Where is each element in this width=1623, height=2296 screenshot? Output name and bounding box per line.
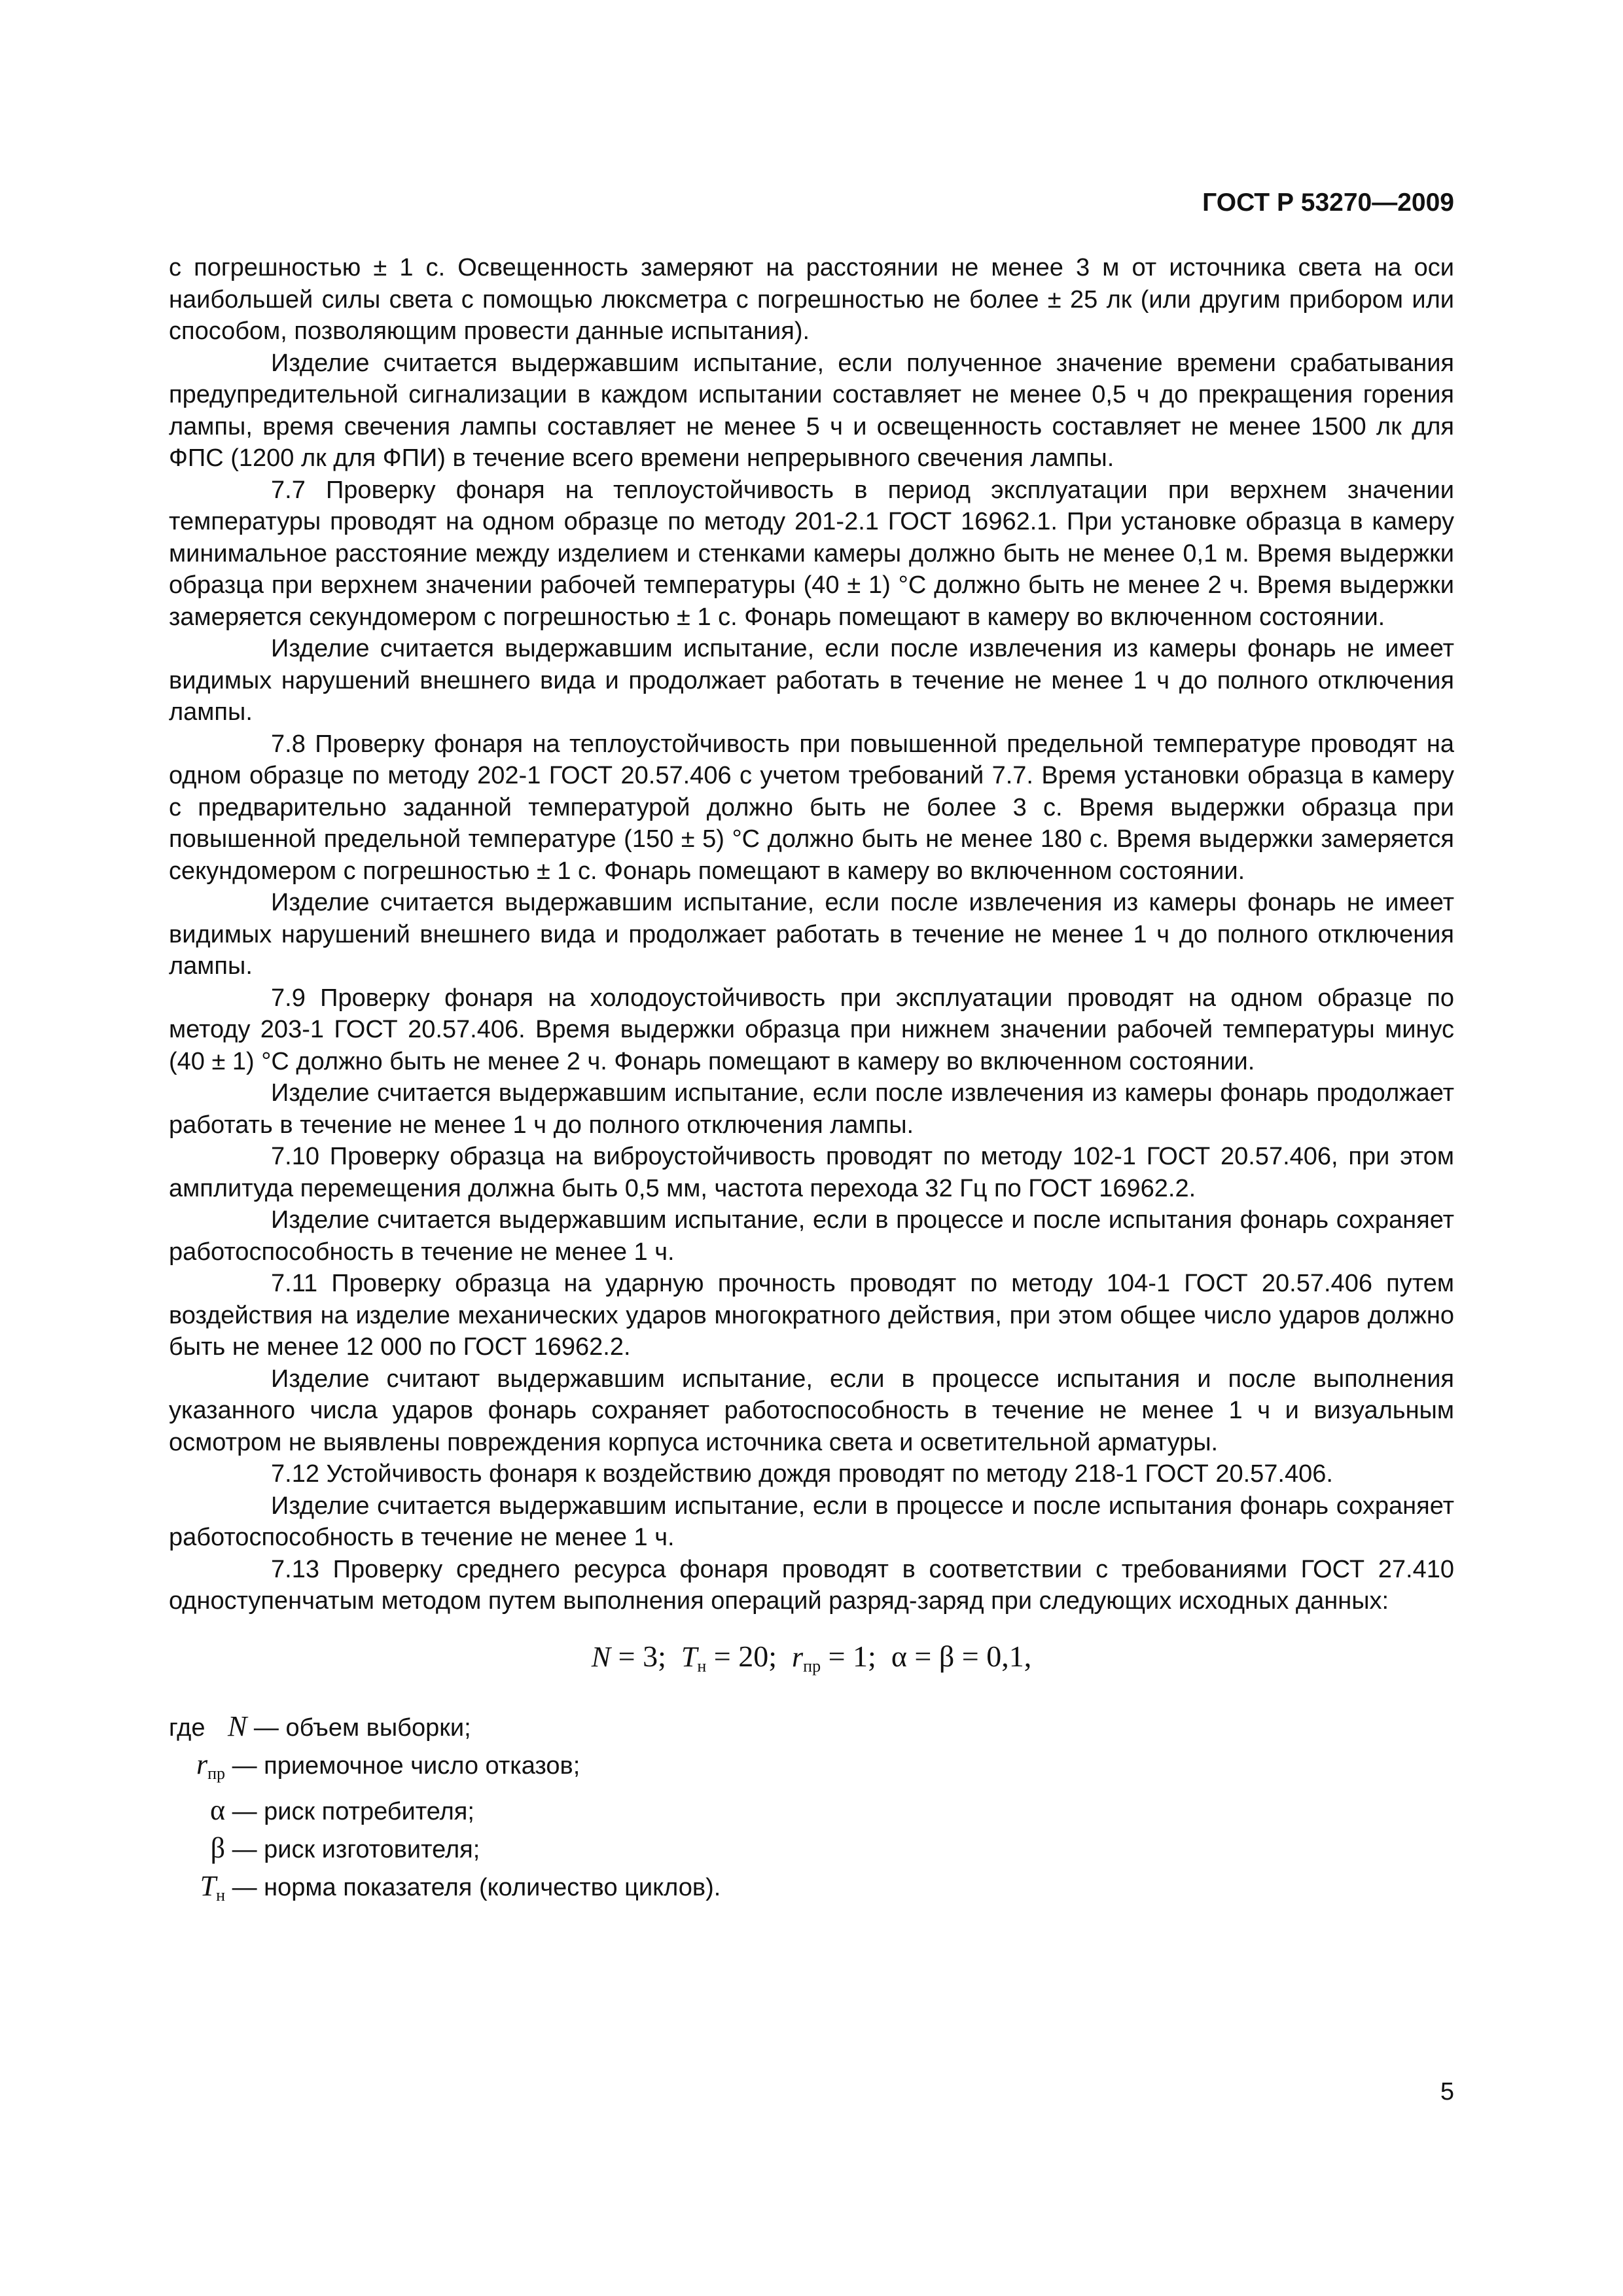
- legend-symbol-cell: [169, 1792, 225, 1830]
- legend-lead: где: [169, 1713, 205, 1742]
- paragraph: Изделие считается выдержавшим испытание, если после извлечения из камеры фонарь не имеет видимых нарушений внешнего вида и продолжает работать в течение не менее 1 ч до полного отключения лампы.: [169, 889, 1454, 980]
- legend-subscript: н: [216, 1885, 225, 1905]
- legend-symbol-cell: [169, 1830, 225, 1868]
- formula-t-symbol: T: [681, 1640, 698, 1673]
- legend-row: [169, 1708, 1454, 1746]
- formula-n-value: = 3;: [618, 1639, 666, 1673]
- legend-description: — объем выборки;: [253, 1713, 471, 1742]
- legend-row: [169, 1792, 1454, 1830]
- symbol-legend: [169, 1708, 1454, 1914]
- paragraph: Изделие считается выдержавшим испытание, если после извлечения из камеры фонарь продолжает работать в течение не менее 1 ч до полного отключения лампы.: [169, 1079, 1454, 1139]
- legend-row: [169, 1746, 1454, 1792]
- paragraph-7-7: 7.7 Проверку фонаря на теплоустойчивость в период эксплуатации при верхнем значении температуры проводят на одном образце по методу 201-2.1 ГОСТ 16962.1. При установке образца в камеру минимальное расстояние между изделием и стенками камеры должно быть не менее 0,1 м. Время выдержки образца при верхнем значении рабочей температуры (40 ± 1) °С должно быть не менее 2 ч. Время выдержки замеряется секундомером с погрешностью ± 1 с. Фонарь помещают в камеру во включенном состоянии.: [169, 476, 1454, 631]
- formula-r-subscript: пр: [803, 1656, 821, 1676]
- paragraph: Изделие считается выдержавшим испытание, если после извлечения из камеры фонарь не имеет видимых нарушений внешнего вида и продолжает работать в течение не менее 1 ч до полного отключения лампы.: [169, 635, 1454, 726]
- formula-r-symbol: r: [792, 1640, 804, 1673]
- legend-description: — норма показателя (количество циклов).: [232, 1873, 721, 1901]
- formula-n-symbol: N: [591, 1640, 611, 1673]
- legend-symbol: r: [196, 1748, 208, 1780]
- formula-alpha-beta: α = β = 0,1,: [891, 1639, 1032, 1673]
- paragraph-7-11: 7.11 Проверку образца на ударную прочность проводят по методу 104-1 ГОСТ 20.57.406 путем воздействия на изделие механических ударов многократного действия, при этом общее число ударов должно быть не менее 12 000 по ГОСТ 16962.2.: [169, 1270, 1454, 1361]
- legend-description: — риск потребителя;: [232, 1797, 474, 1825]
- paragraph-7-13: 7.13 Проверку среднего ресурса фонаря проводят в соответствии с требованиями ГОСТ 27.410 одноступенчатым методом путем выполнения операций разряд-заряд при следующих исходных данных:: [169, 1555, 1454, 1615]
- document-header: ГОСТ Р 53270—2009: [1202, 188, 1454, 217]
- legend-symbol: T: [200, 1869, 217, 1902]
- paragraph-7-12: 7.12 Устойчивость фонаря к воздействию дождя проводят по методу 218-1 ГОСТ 20.57.406.: [271, 1460, 1333, 1488]
- paragraph: с погрешностью ± 1 с. Освещенность замеряют на расстоянии не менее 3 м от источника света на оси наибольшей силы света с помощью люксметра с погрешностью не более ± 25 лк (или другим прибором или способом, позволяющим провести данные испытания).: [169, 254, 1454, 345]
- legend-description: — приемочное число отказов;: [232, 1751, 580, 1780]
- legend-symbol: α: [209, 1793, 225, 1826]
- paragraph-7-9: 7.9 Проверку фонаря на холодоустойчивость при эксплуатации проводят на одном образце по методу 203-1 ГОСТ 20.57.406. Время выдержки образца при нижнем значении рабочей температуры минус (40 ± 1) °С должно быть не менее 2 ч. Фонарь помещают в камеру во включенном состоянии.: [169, 984, 1454, 1075]
- formula-t-value: = 20;: [713, 1639, 777, 1673]
- page-number: 5: [1440, 2078, 1454, 2106]
- legend-symbol-cell: [169, 1746, 225, 1792]
- legend-symbol: β: [210, 1831, 225, 1864]
- legend-row: [169, 1868, 1454, 1914]
- paragraph-7-8: 7.8 Проверку фонаря на теплоустойчивость при повышенной предельной температуре проводят на одном образце по методу 202-1 ГОСТ 20.57.406 с учетом требований 7.7. Время установки образца в камеру с предварительно заданной температурой должно быть не более 3 с. Время выдержки образца при повышенной предельной температуре (150 ± 5) °С должно быть не менее 180 с. Время выдержки замеряется секундомером с погрешностью ± 1 с. Фонарь помещают в камеру во включенном состоянии.: [169, 730, 1454, 885]
- paragraph-7-10: 7.10 Проверку образца на виброустойчивость проводят по методу 102-1 ГОСТ 20.57.406, при этом амплитуда перемещения должна быть 0,5 мм, частота перехода 32 Гц по ГОСТ 16962.2.: [169, 1143, 1454, 1202]
- legend-symbol: N: [228, 1710, 247, 1742]
- formula-t-subscript: н: [697, 1656, 707, 1676]
- paragraph: Изделие считается выдержавшим испытание, если полученное значение времени срабатывания предупредительной сигнализации в каждом испытании составляет не менее 0,5 ч до прекращения горения лампы, время свечения лампы составляет не менее 5 ч и освещенность составляет не менее 1500 лк для ФПС (1200 лк для ФПИ) в течение всего времени непрерывного свечения лампы.: [169, 349, 1454, 472]
- formula: [169, 1638, 1454, 1685]
- formula-r-value: = 1;: [828, 1639, 876, 1673]
- legend-subscript: пр: [207, 1763, 225, 1783]
- document-body: [169, 252, 1454, 1914]
- legend-symbol-cell: [169, 1868, 225, 1914]
- paragraph: Изделие считается выдержавшим испытание, если в процессе и после испытания фонарь сохраняет работоспособность в течение не менее 1 ч.: [169, 1206, 1454, 1266]
- legend-description: — риск изготовителя;: [232, 1835, 480, 1863]
- paragraph: Изделие считают выдержавшим испытание, если в процессе испытания и после выполнения указанного числа ударов фонарь сохраняет работоспособность в течение не менее 1 ч и визуальным осмотром не выявлены повреждения корпуса источника света и осветительной арматуры.: [169, 1365, 1454, 1456]
- legend-row: [169, 1830, 1454, 1868]
- paragraph: Изделие считается выдержавшим испытание, если в процессе и после испытания фонарь сохраняет работоспособность в течение не менее 1 ч.: [169, 1492, 1454, 1551]
